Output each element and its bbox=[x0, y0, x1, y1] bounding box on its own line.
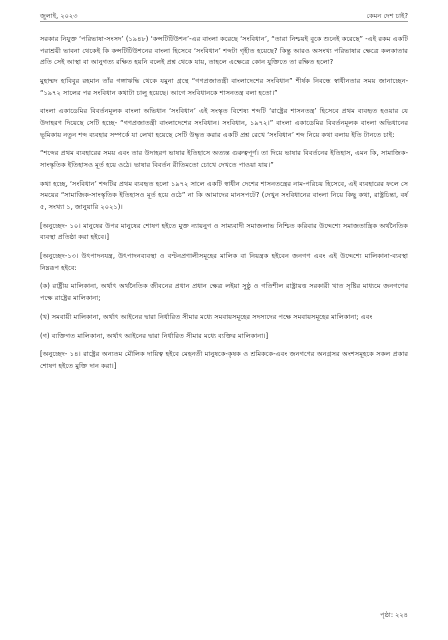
page-number: পৃষ্ঠা: ২২৪ bbox=[380, 611, 408, 619]
body-text bbox=[40, 34, 408, 380]
article-13: [অনুচ্ছেদ-১৩। উৎপাদনযন্ত্র, উৎপাদনব্যবস্থা ও বণ্টনপ্রণালীসমূহের মালিক বা নিয়ন্ত্রক হইবেন জনগণ এবং এই উদ্দেশ্যে মালিকানা-ব্যবস্থা নিম্নরূপ হইবে: bbox=[40, 252, 408, 272]
article-10: [অনুচ্ছেদ- ১০। মানুষের উপর মানুষের শোষণ হইতে মুক্ত ন্যায়নুগ ও সাম্যবাদী সমাজলাভ নিশ্চিত করিবার উদ্দেশ্যে সমাজতান্ত্রিক অর্থনৈতিক ব্যবস্থা প্রতিষ্ঠা করা হইবে।] bbox=[40, 221, 408, 242]
paragraph: সরকার নিযুক্ত ‘পরিভাষা-সংসদ’ (১৯৪৮) ‘কন্সটিটিউশন’-এর বাংলা করেছে ‘সংবিধান’, “তারা নিশ্চয়ই বুকে শুনেই করেছে” -এই রকম একটি পরাশ্রয়ী ভাবনা থেকেই কি কন্সটিটিউশনের বাংলা হিসেবে ‘সংবিধান’ শব্দটা গৃহীত হয়েছে? কিন্তু আরও অসংখ্য পরিভাষার ক্ষেত্রে কলকাতার প্রতি সেই আস্থা বা আনুগত্য রক্ষিত হয়নি বলেই প্রশ্ন থেকে যায়, তাহলে এক্ষেত্রে কোন যুক্তিতে তা রক্ষিত হলো? bbox=[40, 35, 408, 67]
paragraph: কথা হচ্ছে, ‘সংবিধান’ শব্দটির প্রথম ব্যবহৃত হলো ১৯৭২ সালে একটি স্বাধীন দেশের শাসনতন্ত্রের নাম-পরিচয় হিসেবে, এই ব্যবহারের ফলে সে সময়ের “সামাজিক-সাংস্কৃতিক ইতিহাসও মূর্ত হয়ে ওঠে” না কি আমাদের মানসপটে? (দেখুন সংবিধানের বাংলা নিয়ে কিছু কথা, রাষ্ট্রচিন্তা, বর্ষ ৫, সংখ্যা ১, জানুয়ারি ২০২১)। bbox=[40, 179, 408, 211]
article-13-clause-ga: (গ) ব্যক্তিগত মালিকানা, অর্থাৎ আইনের দ্বারা নির্ধারিত সীমার মধ্যে ব্যক্তির মালিকানা।] bbox=[40, 331, 269, 340]
article-13-clause-kha: (খ) সমবায়ী মালিকানা, অর্থাৎ আইনের দ্বারা নির্ধারিত সীমার মধ্যে সমবায়সমূহের সদস্যদের পক্ষে সমবায়সমূহের মালিকানা; এবং bbox=[40, 312, 373, 321]
header-divider bbox=[40, 21, 408, 22]
article-13-clause-ka: (ক) রাষ্ট্রীয় মালিকানা, অর্থাৎ অর্থনৈতিক জীবনের প্রধান প্রধান ক্ষেত্র লইয়া সুষ্ঠু ও গতিশীল রাষ্ট্রায়ত্ত সরকারী খাত সৃষ্টির মাধ্যমে জনগণের পক্ষে রাষ্ট্রের মালিকানা; bbox=[40, 282, 408, 302]
paragraph: বাংলা একাডেমির বিবর্তনমূলক বাংলা অভিধান ‘সংবিধান’ এই সংস্কৃত বিশেষ্য শব্দটি ‘রাষ্ট্রের শাসনতন্ত্র’ হিসেবে প্রথম ব্যবহৃত হওয়ার যে উদাহরণ দিয়েছে সেটি হচ্ছে- “গণপ্রজাতন্ত্রী বাংলাদেশের সংবিধান। সংবিধান, ১৯৭২।” বাংলা একাডেমির বিবর্তনমূলক বাংলা অভিধানের ভূমিকায় নতুন শব্দ ব্যবহার সম্পর্কে যা লেখা হয়েছে সেটি উদ্ধৃত করার একটি প্রশ্ন রেখে ‘সংবিধান’ শব্দ নিয়ে কথা বলায় ইতি টানতে চাই: bbox=[40, 107, 408, 139]
quote-paragraph: “শব্দের প্রথম ব্যবহারের সময় এবং তার উদাহরণ ভাষার ইতিহাসে অত্যন্ত গুরুত্বপূর্ণ। তা দিয়ে ভাষার বিবর্তনের ইতিহাস, এমন কি, সামাজিক-সাংস্কৃতিক ইতিহাসও মূর্ত হয়ে ওঠে। ভাষার বিবর্তন রীতিমতো চোখে দেখতে পাওয়া যায়।” bbox=[40, 149, 408, 169]
header-title: কেমন দেশ চাই? bbox=[366, 12, 408, 20]
paragraph: মুহাম্মদ হাবিবুর রহমান তাঁর গঙ্গাঋদ্ধি থেকে যমুনা গ্রন্থে “গণপ্রজাতন্ত্রী বাংলাদেশের সংবিধান” শীর্ষক নিবন্ধে স্বাধীনতার সময় জানাচ্ছেন- “১৯৭২ সালের পর সংবিধান কথাটা চালু হয়েছে। আগে সংবিধানকে শাসনতন্ত্র বলা হতো।” bbox=[40, 76, 408, 97]
article-14: [অনুচ্ছেদ- ১৪। রাষ্ট্রের অন্যতম মৌলিক দায়িত্ব হইবে মেহনতী মানুষকে-কৃষক ও শ্রমিককে-এবং জনগণের অনগ্রসর অংশসমূহকে সকল প্রকার শোষণ হইতে মুক্তি দান করা।] bbox=[40, 350, 408, 370]
header-date: জুলাই, ২০২৩ bbox=[40, 12, 78, 20]
